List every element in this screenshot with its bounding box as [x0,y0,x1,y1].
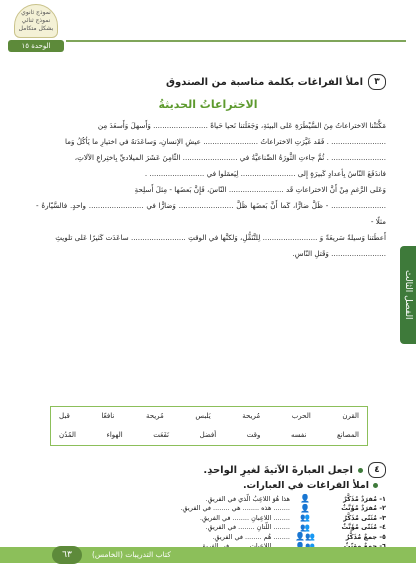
page-number: ٦٣ [52,546,82,564]
book-title: كتاب التدريبات (الخامس) [92,550,171,559]
person-icon: 👤 [300,494,310,504]
word-box [50,406,368,446]
exercise-row [66,504,386,514]
row-text: ........ اللّتانِ ........ في الفريقِ. [205,523,290,532]
passage-line: مَكَّنَتْنا الاختراعاتُ مِنَ السَّيْطَرَةِ عَلى البيئةِ، وَجَعَلَتنا نَحيا حَياةً ........................ وَأَسهلَ وَأَسعَدَ مِن [97,121,386,130]
person-icon: 👤 [300,503,310,513]
passage-line: أَعطَتنا وَسيلةً سَريعَةً وَ ........................ لِلتَّنَقُّلِ، وَلكنَّها في الوقتِ ........................ ساعَدَت كَثيرًا عَلى تلويثِ [55,233,386,242]
chapter-side-tab: الفصل الثالث [400,246,416,344]
question-subtitle: املأ الفراغات في العبارات. [242,480,369,491]
word-option: القرن [342,412,359,420]
passage-line: ........................ - ظَلَّ ضارًّا، كَما أَنَّ بَعضَها ظَلَّ ........................ وَضارًّا في ........................ واحدٍ. فالسَّيّارةُ - مثلًا - [36,201,386,226]
word-box-row-2 [51,426,367,445]
row-label: ٢- مُفرَدٌ مُؤَنَّثٌ [341,504,386,513]
two-people-icon: 👥 [300,513,310,523]
word-option: المصانع [336,431,359,439]
passage-line: ........................ . ثُمَّ جاءتِ الثَّورَةُ الصِّناعيَّةُ في ........................ الثّامِنَ عَشَرَ الميلاديِّ بِاختِراعِ الآلاتِ، [74,153,386,162]
question-4-sub [243,480,378,491]
row-label: ١- مُفرَدٌ مُذَكَّرٌ [343,494,386,503]
word-option: مُريحة [145,412,164,420]
question-number: ٤ [368,462,386,478]
unit-badge [8,4,64,56]
word-option: مُريحة [242,412,261,420]
word-option: وقت [246,431,261,439]
header-rule [66,40,406,42]
passage-title: الاختراعاتُ الحديثةُ [158,98,258,111]
word-option: الحرب [291,412,311,420]
badge-line-1: نموذج ثانوي [21,9,51,16]
question-title: املأ الفراغات بكلمة مناسبة من الصندوق [166,76,363,88]
row-label: ٥- جمعٌ مُذَكَّرٌ [345,532,386,541]
question-number: ٣ [368,74,386,90]
unit-label: الوحدة ١٥ [8,40,64,52]
badge-emblem [14,4,58,38]
word-option: الهواء [106,431,123,439]
exercise-row [66,523,386,533]
passage-line: ........................ . فَقَد غَيَّرَتِ الاختراعاتُ ........................ عيشِ الإنسانِ، وَساعَدَتهُ في اختيارِ ما يَأكُلُ وَما [64,137,386,146]
word-option: يَلبس [195,412,211,420]
bullet-icon [373,483,378,488]
word-option: نافعًا [101,412,115,420]
passage-line: وَعَلى الرَّغمِ مِنْ أَنَّ الاختراعاتِ قَد ........................ النّاسَ، فَإِنَّ بَعضَها - مِثلَ أَسلِحةِ [134,185,386,194]
question-title: اجعل العبارةَ الآتيةَ لغيرِ الواحدِ. [203,464,353,476]
row-text: ........ هُم ........ في الفريقِ. [212,532,290,541]
two-people-icon: 👥 [300,522,310,532]
bullet-icon [358,468,363,473]
row-label: ٤- مُثَنّى مُؤَنَّثٌ [341,523,386,532]
passage [36,118,386,262]
row-text: ........ هذه ........ هي ........ في الفريقِ. [180,504,290,513]
row-text: ........ اللاعِبانِ ........ في الفريقِ. [199,513,290,522]
exercise-row [66,494,386,504]
word-option: المُدُن [59,431,76,439]
question-3-header [166,74,386,90]
passage-line: فاندَفَعَ النّاسُ بِأعدادٍ كَبيرَةٍ إِلى ........................ لِيَعمَلوا في ........................ . [144,169,386,178]
passage-line: ........................ وَقَتلِ النّاسِ. [292,249,386,258]
badge-line-2: نموذج ثنائي [21,17,51,24]
word-box-row-1 [51,407,367,426]
word-option: نفسه [290,431,307,439]
exercise-row [66,532,386,542]
word-option: قبل [59,412,70,420]
group-icon: 👥👤 [295,532,315,542]
question-4-header [203,462,386,478]
word-option: أفضل [199,431,217,439]
row-label: ٣- مُثَنّى مُذَكَّرٌ [343,513,386,522]
exercise-row [66,513,386,523]
word-option: نَفَعَت [153,431,170,439]
row-text: هذا هُوَ اللاعِبُ الّذي في الفريقِ. [205,494,290,503]
badge-line-3: بشكل متكامل [18,25,54,32]
footer-bar [0,547,416,563]
